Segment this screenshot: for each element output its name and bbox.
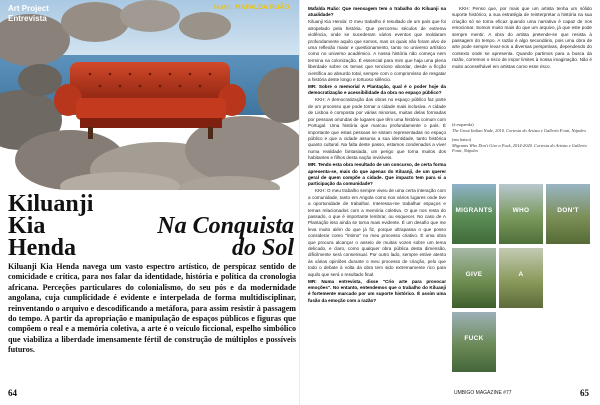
- page-number-left: 64: [8, 388, 17, 398]
- caption-head: (em baixo): [452, 137, 472, 143]
- interview-answer: KKH: O meu trabalho sempre viveu de uma certa interação com a comunidade, tanto em Angola como nos vários lugares onde tive a oportunidade de trabalhar. Interessa-me trabalhar espaços e temas relacionados com a memória coletiva. O que nos resta do passado, o que é importante lembrar, ou esquecer. No caso de A Plantação isso ainda se torna mais evidente. É um desafio que me leva muito além do que já fiz, porque ultrapassa o que posso considerar como "íntimo" no meu processo criativo. É uma obra que procura alcançar o anseio de muitas vozes sobre um tema delicado, e claro, como qualquer obra pública desta dimensão, dificilmente será consensual. Por outro lado, sempre estive atento às várias opiniões durante o meu processo de criação, pelo que todo o debate à volta da obra tem sido extremamente rico para aquilo que será o resultado final.: [308, 188, 446, 277]
- interview-column-b: [452, 6, 592, 71]
- title-na-conquista: Na Conquista: [157, 213, 294, 239]
- image-captions: [452, 122, 592, 158]
- word-give: GIVE: [465, 270, 483, 278]
- photo-dont: [546, 184, 590, 244]
- article-title: [8, 191, 294, 261]
- title-kia: Kia: [8, 213, 46, 239]
- caption-left: [452, 122, 592, 133]
- photo-give: [452, 248, 496, 308]
- photo-migrants: [452, 184, 496, 244]
- right-page: [300, 0, 600, 405]
- caption-below: [452, 137, 592, 154]
- word-migrants: MIGRANTS: [455, 206, 493, 214]
- lead-paragraph: Kiluanji Kia Henda navega um vasto espectro artístico, de perspicaz sentido de comicidade e crítica, para nos falar da identidade, história e política da cronologia africana. Perceções particulares do colonialismo, do seu pós e da modernidade angolana, cuja cumplicidade é evidente e interpelada de forma multidisciplinar, reinventando o arquivo e descodificando a metáfora, para assim resistir à passagem do tempo. A partir da apropriação e manipulação de espaços públicos e figuras que compõem o real e a memória coletiva, a arte é o veículo ficcional, espelho simbólico que viabiliza a liberdade imensamente fértil de construção de múltiplos e possíveis futuros.: [8, 262, 296, 355]
- photo-illustration: [0, 0, 300, 190]
- magazine-issue: UMBIGO MAGAZINE #77: [454, 390, 512, 396]
- section-entrevista: Entrevista: [8, 13, 47, 23]
- photo-a: [499, 248, 543, 308]
- title-kiluanji: Kiluanji: [8, 191, 94, 217]
- caption-head: (à esquerda): [452, 122, 474, 127]
- section-label: [8, 4, 49, 23]
- word-who: WHO: [512, 206, 530, 214]
- caption-body: The Great Italian Nude, 2010. Cortesia do Artista e Galleria Fonti, Nápoles: [452, 127, 586, 133]
- caption-body: Migrants Who Don't Give a Fuck, 2014-2020. Cortesia do Artista e Galleria Fonti, Nápoles: [452, 142, 587, 154]
- interview-answer: KKH: Penso que, por mais que um artista tenha um sólido suporte histórico, a sua estratégia de reinterpretar a história na sua criação só se torna eficaz quando uma narrativa é capaz de nos emocionar. Somos muito mais do que um arquivo, já que este pode sempre mentir. A obra do artista pretende-se que resista à passagem do tempo. A razão é algo secundário, pois uma obra de arte pode sempre levar-nos a diversas perspetivas, dependendo do contexto onde se apresenta. Quando partimos para a busca da razão, corremos o risco de impor limites à nossa imaginação. Não é muito aconselhável em artistas como esse risco.: [452, 6, 592, 69]
- title-henda: Henda: [8, 235, 77, 261]
- interview-question: Mafalda Ruão: Que mensagem tem o trabalho do Kiluanji na atualidade?: [308, 6, 446, 18]
- interview-question: MR: Tendo esta obra resultado de um concurso, de certa forma apresenta-se, mais do que apenas do Kiluanji, de um querer geral de quem compõe a cidade. Que impacto tem para si a participação da comunidade?: [308, 162, 446, 187]
- title-do-sol: do Sol: [231, 235, 294, 261]
- word-a: A: [518, 270, 524, 278]
- author-credit: texto: MAFALDA RUÃO: [214, 4, 290, 11]
- interview-answer: KKH: A democratização das obras no espaço público faz parte de um processo que pode tornar a cidade mais inclusiva. A cidade de Lisboa é composta por várias minorias, muitas delas formadas por pessoas oriundas de lugares que têm uma história comum com Portugal. Uma história que marcou profundamente o país. É importante que estas pessoas se sintam representadas no espaço público e que a cidade assuma a sua identidade, tanto histórica quanto cultural. Na falta deste passo, estamos condenados a viver numa realidade fantasiada, um perigo que torna muitos dos habitantes e filhos desta nação invisíveis.: [308, 97, 446, 161]
- word-fuck: FUCK: [464, 334, 484, 342]
- sofa-on-rocks-photo: [0, 0, 300, 190]
- red-sofa: [54, 62, 246, 139]
- photo-who: [499, 184, 543, 244]
- page-number-right: 65: [580, 388, 589, 398]
- interview-question: MR: Sobre o memorial A Plantação, qual é o poder hoje da democratização e acessibilidade da obra no espaço público?: [308, 84, 446, 96]
- interview-answer: Kiluanji Kia Henda: O meu trabalho é resultado de um país que foi atropelado pela história. Que percorreu séculos de extrema violência, onde se sucederam vários eventos que moldaram profundamente aquilo que somos, mas os quais não foram alvo de uma reflexão maior e questionamento, tanto no universo artístico como no universo académico. A nossa história não começa nem termina na colonização. É essencial para mim que haja uma plena liberdade sobre os temas que tenciono abordar, desde a ficção científica ao absurdo total, sempre com o compromisso de resgatar a história deste longo e tortuoso silêncio.: [308, 19, 446, 83]
- interview-question: MR: Numa entrevista, disse "Crio arte para provocar emoções". No entanto, entendemos que o trabalho do Kiluanji é fortemente marcado por um suporte histórico. É assim uma fusão da emoção com a razão?: [308, 278, 446, 303]
- photo-fuck: [452, 312, 496, 372]
- word-dont: DON'T: [557, 206, 579, 214]
- interview-column-a: [308, 6, 446, 386]
- section-art-project: Art Project: [8, 4, 49, 13]
